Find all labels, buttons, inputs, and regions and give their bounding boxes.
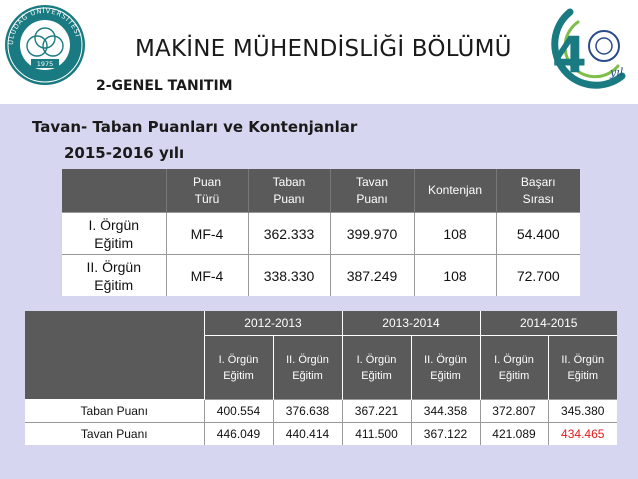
score-cell: 344.358	[411, 400, 480, 423]
table2-year-row	[25, 311, 617, 336]
table1-header-row	[62, 169, 580, 213]
row-label: II. Örgün Eğitim	[62, 255, 166, 297]
seal-year: 1975	[36, 60, 54, 68]
score-cell: 376.638	[273, 400, 342, 423]
score-cell: 421.089	[480, 423, 548, 446]
cell-kontenjan: 108	[414, 213, 496, 255]
cell-puan-turu: MF-4	[166, 213, 248, 255]
score-cell: 367.122	[411, 423, 480, 446]
score-cell: 345.380	[548, 400, 617, 423]
cell-taban-puani: 362.333	[248, 213, 330, 255]
row-label: I. Örgün Eğitim	[62, 213, 166, 255]
content-area	[0, 104, 638, 479]
anniversary-logo	[544, 2, 634, 98]
table1-corner-cell	[62, 169, 166, 213]
cell-basari-sirasi: 54.400	[496, 213, 580, 255]
header	[0, 0, 638, 104]
score-cell: 411.500	[342, 423, 411, 446]
score-cell-highlight: 434.465	[548, 423, 617, 446]
table-row	[62, 213, 580, 255]
seal-ring-text: ULUDAĞ ÜNİVERSİTESİ	[6, 6, 82, 46]
cell-tavan-puani: 399.970	[330, 213, 414, 255]
header-taban-puani: Taban Puanı	[248, 169, 330, 213]
table-yearly-scores	[25, 311, 617, 445]
table-row	[25, 423, 617, 446]
university-seal-logo	[4, 4, 86, 86]
type-header: II. Örgün Eğitim	[548, 336, 617, 400]
table2-corner-cell	[25, 311, 204, 400]
cell-basari-sirasi: 72.700	[496, 255, 580, 297]
score-cell: 440.414	[273, 423, 342, 446]
type-header: II. Örgün Eğitim	[273, 336, 342, 400]
header-basari-sirasi: Başarı Sırası	[496, 169, 580, 213]
year-header: 2012-2013	[204, 311, 342, 336]
cell-puan-turu: MF-4	[166, 255, 248, 297]
row-label: Tavan Puanı	[25, 423, 204, 446]
page-title: MAKİNE MÜHENDİSLİĞİ BÖLÜMÜ	[135, 36, 512, 62]
cell-tavan-puani: 387.249	[330, 255, 414, 297]
table-2015-2016	[62, 169, 580, 296]
anniversary-suffix: yıl	[610, 66, 624, 79]
header-puan-turu: Puan Türü	[166, 169, 248, 213]
cell-taban-puani: 338.330	[248, 255, 330, 297]
type-header: II. Örgün Eğitim	[411, 336, 480, 400]
score-cell: 367.221	[342, 400, 411, 423]
score-cell: 446.049	[204, 423, 273, 446]
section-subtitle: 2015-2016 yılı	[64, 144, 185, 162]
row-label: Taban Puanı	[25, 400, 204, 423]
table-row	[25, 400, 617, 423]
type-header: I. Örgün Eğitim	[204, 336, 273, 400]
header-kontenjan: Kontenjan	[414, 169, 496, 213]
year-header: 2014-2015	[480, 311, 617, 336]
type-header: I. Örgün Eğitim	[480, 336, 548, 400]
year-header: 2013-2014	[342, 311, 480, 336]
score-cell: 400.554	[204, 400, 273, 423]
table-row	[62, 255, 580, 297]
page-subtitle: 2-GENEL TANITIM	[96, 78, 233, 94]
cell-kontenjan: 108	[414, 255, 496, 297]
section-title: Tavan- Taban Puanları ve Kontenjanlar	[32, 118, 358, 136]
anniversary-number: 4	[552, 26, 587, 84]
type-header: I. Örgün Eğitim	[342, 336, 411, 400]
header-tavan-puani: Tavan Puanı	[330, 169, 414, 213]
score-cell: 372.807	[480, 400, 548, 423]
